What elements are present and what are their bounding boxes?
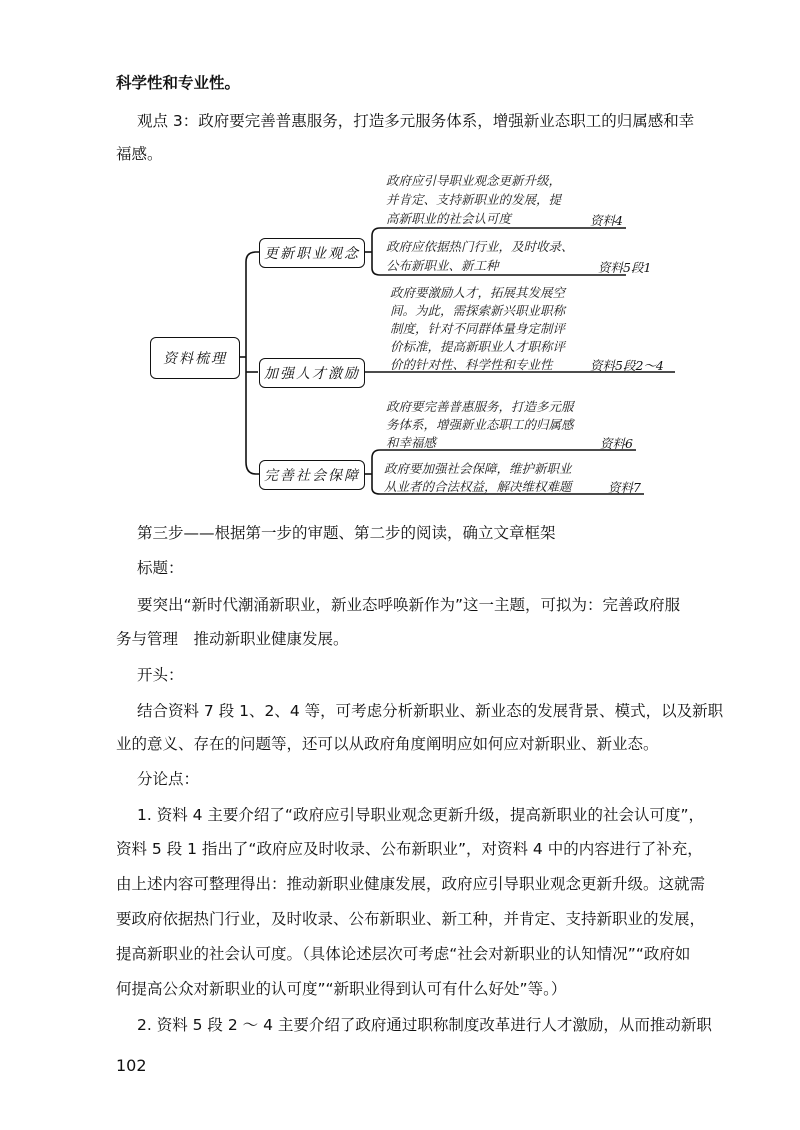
viewpoint-3-line1: 观点 3：政府要完善普惠服务，打造多元服务体系，增强新业态职工的归属感和幸 [137, 112, 695, 130]
title-text-line1: 要突出“新时代潮涌新职业，新业态呼唤新作为”这一主题，可拟为：完善政府服 [137, 596, 681, 614]
leaf-text-line: 价的针对性、科学性和专业性 [390, 357, 553, 372]
leaf-text-line: 务体系，增强新业态职工的归属感 [386, 417, 574, 432]
leaf-text-line: 从业者的合法权益，解决维权难题 [384, 479, 572, 494]
page-number: 102 [116, 1056, 147, 1075]
opening-text-line1: 结合资料 7 段 1、2、4 等，可考虑分析新职业、新业态的发展背景、模式，以及新职 [137, 702, 724, 720]
title-label: 标题： [137, 559, 184, 577]
title-text-line2: 务与管理 推动新职业健康发展。 [116, 630, 349, 648]
point1-line: 资料 5 段 1 指出了“政府应及时收录、公布新职业”，对资料 4 中的内容进行了补充， [116, 840, 703, 858]
leaf-text-line: 政府要加强社会保障，维护新职业 [384, 461, 572, 476]
branch-social-security: 完善社会保障 [259, 460, 365, 490]
viewpoint-3-line2: 福感。 [116, 145, 163, 163]
point2-line1: 2. 资料 5 段 2 ～ 4 主要介绍了政府通过职称制度改革进行人才激励，从而推动新职 [137, 1016, 712, 1034]
mindmap-root: 资料梳理 [150, 337, 240, 379]
leaf-text-line: 高新职业的社会认可度 [386, 211, 512, 226]
leaf-text-line: 政府要激励人才，拓展其发展空 [390, 285, 566, 300]
leaf-text-line: 并肯定、支持新职业的发展，提 [386, 192, 562, 207]
point1-line: 提高新职业的社会认可度。（具体论述层次可考虑“社会对新职业的认知情况”“政府如 [116, 945, 691, 963]
branch-talent-incentive: 加强人才激励 [259, 358, 365, 388]
leaf-source: 资料6 [600, 436, 633, 451]
opening-text-line2: 业的意义、存在的问题等，还可以从政府角度阐明应如何应对新职业、新业态。 [116, 735, 659, 753]
opening-label: 开头： [137, 666, 184, 684]
step3-heading: 第三步——根据第一步的审题、第二步的阅读，确立文章框架 [137, 524, 556, 542]
leaf-source: 资料4 [590, 213, 623, 228]
intro-line: 科学性和专业性。 [116, 74, 241, 92]
leaf-text-line: 制度，针对不同群体量身定制评 [390, 321, 566, 336]
leaf-text-line: 和幸福感 [386, 435, 437, 450]
leaf-text-line: 政府应依据热门行业，及时收录、 [386, 239, 574, 254]
point1-line: 由上述内容可整理得出：推动新职业健康发展，政府应引导职业观念更新升级。这就需 [116, 875, 706, 893]
leaf-text-line: 政府要完善普惠服务，打造多元服 [386, 399, 574, 414]
point1-line: 何提高公众对新职业的认可度”“新职业得到认可有什么好处”等。） [116, 980, 567, 998]
point1-line: 要政府依据热门行业，及时收录、公布新职业、新工种，并肯定、支持新职业的发展， [116, 910, 706, 928]
points-label: 分论点： [137, 770, 200, 788]
branch-update-career-concept: 更新职业观念 [259, 238, 365, 268]
leaf-text-line: 间。为此，需探索新兴职业职称 [390, 303, 566, 318]
leaf-source: 资料5段2～4 [590, 358, 664, 373]
leaf-text-line: 政府应引导职业观念更新升级， [386, 173, 562, 188]
leaf-source: 资料5段1 [598, 260, 652, 275]
leaf-source: 资料7 [608, 480, 641, 495]
leaf-text-line: 公布新职业、新工种 [386, 258, 499, 273]
point1-line: 1. 资料 4 主要介绍了“政府应引导职业观念更新升级，提高新职业的社会认可度”， [137, 806, 704, 824]
leaf-text-line: 价标准，提高新职业人才职称评 [390, 339, 566, 354]
